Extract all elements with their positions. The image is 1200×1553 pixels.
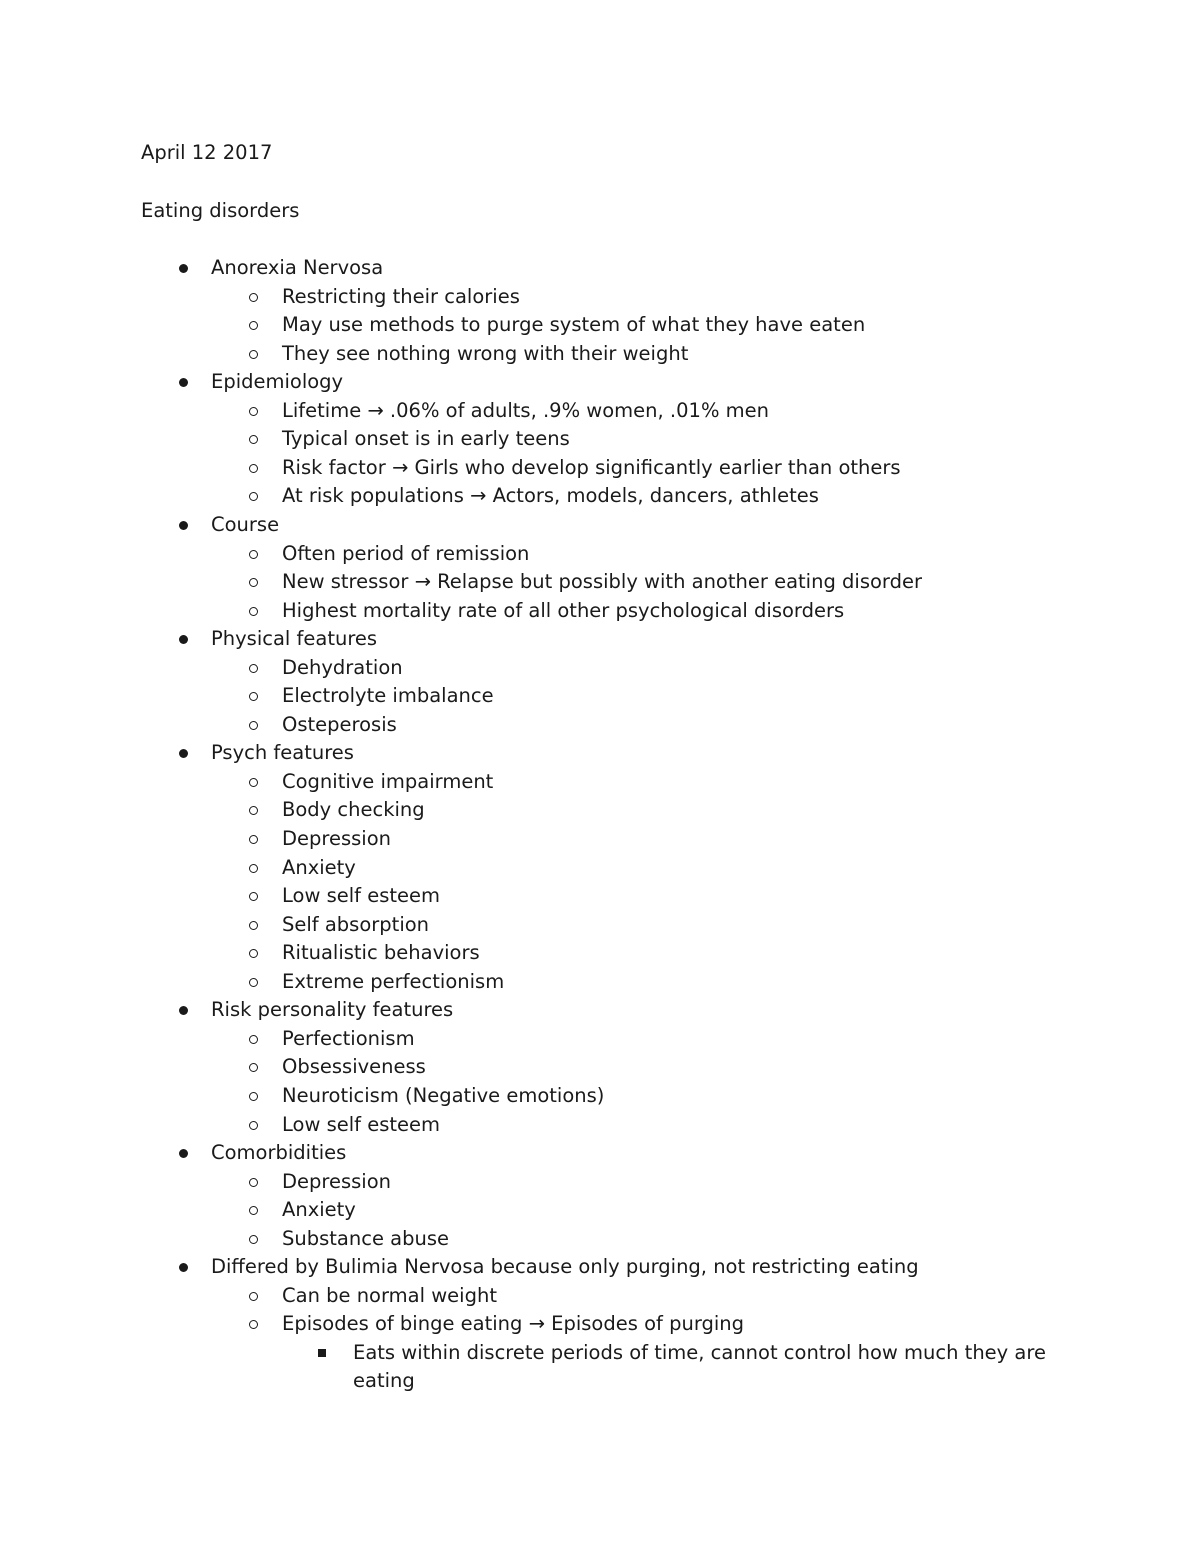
bullet-circle-icon [249, 921, 258, 930]
bullet-disc-icon [179, 635, 188, 644]
outline-item-level-2: They see nothing wrong with their weight [282, 341, 689, 365]
outline-item-level-2: Risk factor → Girls who develop significantly earlier than others [282, 455, 901, 479]
outline-item-level-2: Episodes of binge eating → Episodes of purging [282, 1312, 745, 1336]
bullet-circle-icon [249, 550, 258, 559]
bullet-circle-icon [249, 1035, 258, 1044]
bullet-circle-icon [249, 435, 258, 444]
bullet-circle-icon [249, 1063, 258, 1072]
outline-item-level-2: Often period of remission [282, 541, 530, 565]
bullet-disc-icon [179, 378, 188, 387]
outline-item-level-1: Anorexia Nervosa [211, 256, 384, 279]
bullet-circle-icon [249, 892, 258, 901]
outline-item-level-2: Electrolyte imbalance [282, 684, 494, 708]
outline-item-level-2: Cognitive impairment [282, 769, 494, 793]
outline-item-level-2: Restricting their calories [282, 284, 520, 308]
bullet-disc-icon [179, 749, 188, 758]
outline-item-level-1: Differed by Bulimia Nervosa because only purging, not restricting eating [211, 1255, 919, 1279]
outline-item-level-2: Anxiety [282, 855, 356, 879]
bullet-circle-icon [249, 293, 258, 302]
outline-item-level-2: New stressor → Relapse but possibly with another eating disorder [282, 570, 922, 594]
bullet-circle-icon [249, 806, 258, 815]
outline-item-level-1: Risk personality features [211, 998, 454, 1022]
bullet-square-icon [318, 1349, 326, 1357]
bullet-circle-icon [249, 1235, 258, 1244]
bullet-disc-icon [179, 1149, 188, 1158]
bullet-circle-icon [249, 1292, 258, 1301]
bullet-circle-icon [249, 692, 258, 701]
document-date: April 12 2017 [141, 141, 273, 164]
bullet-disc-icon [179, 1006, 188, 1015]
outline-item-level-1: Psych features [211, 741, 354, 765]
bullet-circle-icon [249, 864, 258, 873]
document-title: Eating disorders [141, 199, 300, 222]
bullet-circle-icon [249, 492, 258, 501]
outline-item-level-2: Obsessiveness [282, 1055, 426, 1079]
bullet-circle-icon [249, 1320, 258, 1329]
outline-item-level-2: Depression [282, 1169, 392, 1193]
bullet-circle-icon [249, 1206, 258, 1215]
bullet-circle-icon [249, 607, 258, 616]
outline-item-level-2: Anxiety [282, 1198, 356, 1222]
bullet-disc-icon [179, 1263, 188, 1272]
bullet-circle-icon [249, 321, 258, 330]
bullet-circle-icon [249, 1121, 258, 1130]
outline-item-level-2: Perfectionism [282, 1026, 415, 1050]
outline-item-level-2: Extreme perfectionism [282, 969, 505, 993]
outline-item-level-2: Highest mortality rate of all other psychological disorders [282, 598, 845, 622]
bullet-disc-icon [179, 521, 188, 530]
bullet-circle-icon [249, 464, 258, 473]
outline-item-level-2: Substance abuse [282, 1226, 449, 1250]
outline-item-level-2: Body checking [282, 798, 425, 822]
outline-item-level-2: Neuroticism (Negative emotions) [282, 1083, 605, 1107]
outline-item-level-1: Physical features [211, 627, 378, 651]
bullet-circle-icon [249, 978, 258, 987]
outline-item-level-2: Dehydration [282, 655, 403, 679]
outline-item-level-3: Eats within discrete periods of time, cannot control how much they are [353, 1340, 1046, 1364]
outline-item-level-2: Depression [282, 827, 392, 850]
bullet-circle-icon [249, 778, 258, 787]
bullet-circle-icon [249, 407, 258, 416]
outline-item-level-2: Ritualistic behaviors [282, 941, 480, 965]
outline-item-level-2: Osteperosis [282, 712, 397, 736]
bullet-disc-icon [179, 264, 188, 273]
outline-item-level-2: Low self esteem [282, 884, 441, 908]
bullet-circle-icon [249, 664, 258, 673]
outline-item-level-2: May use methods to purge system of what they have eaten [282, 313, 866, 337]
outline-item-level-2: At risk populations → Actors, models, dancers, athletes [282, 484, 819, 508]
bullet-circle-icon [249, 1092, 258, 1101]
bullet-circle-icon [249, 1178, 258, 1187]
bullet-circle-icon [249, 949, 258, 958]
outline-item-level-1: Comorbidities [211, 1141, 347, 1165]
bullet-circle-icon [249, 835, 258, 844]
outline-item-level-1: Course [211, 512, 280, 536]
outline-item-level-3: eating [353, 1369, 415, 1393]
outline-item-level-2: Lifetime → .06% of adults, .9% women, .01% men [282, 398, 770, 422]
outline-item-level-2: Can be normal weight [282, 1283, 497, 1307]
bullet-circle-icon [249, 578, 258, 587]
outline-item-level-2: Typical onset is in early teens [282, 427, 570, 451]
outline-item-level-2: Low self esteem [282, 1112, 441, 1136]
bullet-circle-icon [249, 721, 258, 730]
bullet-circle-icon [249, 350, 258, 359]
outline-item-level-1: Epidemiology [211, 370, 344, 394]
outline-item-level-2: Self absorption [282, 912, 430, 936]
